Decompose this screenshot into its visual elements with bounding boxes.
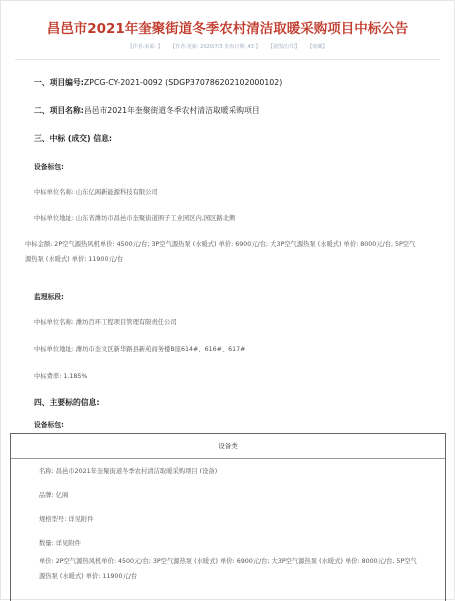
item-quantity: 数量: 详见附件 xyxy=(39,540,81,547)
supervision-supplier-name: 中标单位名称: 潍坊百环工程项目管理有限责任公司 xyxy=(34,319,177,326)
section-award-info: 三、中标 (成交) 信息: xyxy=(34,134,113,143)
section-project-number xyxy=(34,77,282,88)
supervision-rate: 中标费率: 1.185% xyxy=(34,373,88,380)
header-divider xyxy=(15,59,440,60)
meta-date: 【作者:更新: 2020/7/3 发布日期: 43 】 xyxy=(170,44,261,50)
section-label: 二、项目名称: xyxy=(34,106,84,115)
section-label: 一、项目编号: xyxy=(34,78,84,87)
meta-author: 【作者:来源: 】 xyxy=(127,44,163,50)
supervision-heading: 监理标段: xyxy=(34,293,64,301)
item-brand: 品牌: 亿阁 xyxy=(39,492,69,499)
item-price: 单价: 2P空气源热风机单价: 4500元/台; 3P空气源热泵 (水暖式) 单价: 6900元/台; 大3P空气源热泵 (水暖式) 单价: 8000元/台, 5P空气源热泵 (水暖式) 单价: 11900元/台 xyxy=(39,558,417,580)
meta-favorite-link[interactable]: 【收藏】 xyxy=(307,44,328,50)
project-number: ZPCG-CY-2021-0092 (SDGP370786202102000102) xyxy=(83,78,283,87)
equipment-heading: 设备标包: xyxy=(34,163,64,171)
table-title: 设备类 xyxy=(11,434,445,459)
main-items-heading: 设备标包: xyxy=(34,421,64,429)
supervision-supplier-address: 中标单位地址: 潍坊市奎文区新华路县新苑商务楼B座614#、616#、617# xyxy=(34,346,246,353)
equipment-supplier-name: 中标单位名称: 山东亿阁新能源科技有限公司 xyxy=(34,189,158,196)
project-name: 昌邑市2021年奎聚街道冬季农村清洁取暖采购项目 xyxy=(83,106,260,115)
article-meta xyxy=(1,43,454,50)
equipment-supplier-address: 中标单位地址: 山东省潍坊市昌邑市奎聚街道围子工业园区内,园区路北侧 xyxy=(34,215,236,222)
main-items-table xyxy=(10,433,446,601)
page-title: 昌邑市2021年奎聚街道冬季农村清洁取暖采购项目中标公告 xyxy=(46,21,409,37)
equipment-amount: 中标金额: 2P空气源热风机单价: 4500元/台; 3P空气源热泵 (水暖式) 单价: 6900元/台; 大3P空气源热泵 (水暖式) 单价: 8000元/台, 5P空气源热泵 (水暖式) 单价: 11900元/台 xyxy=(25,241,416,263)
section-main-items: 四、主要标的信息: xyxy=(34,398,100,407)
meta-print-link[interactable]: 【视图/打印】 xyxy=(268,44,300,50)
section-project-name xyxy=(34,105,260,116)
item-name: 名称: 昌邑市2021年奎聚街道冬季农村清洁取暖采购项目 (设备) xyxy=(39,468,218,475)
item-model: 规格型号: 详见附件 xyxy=(39,516,94,523)
